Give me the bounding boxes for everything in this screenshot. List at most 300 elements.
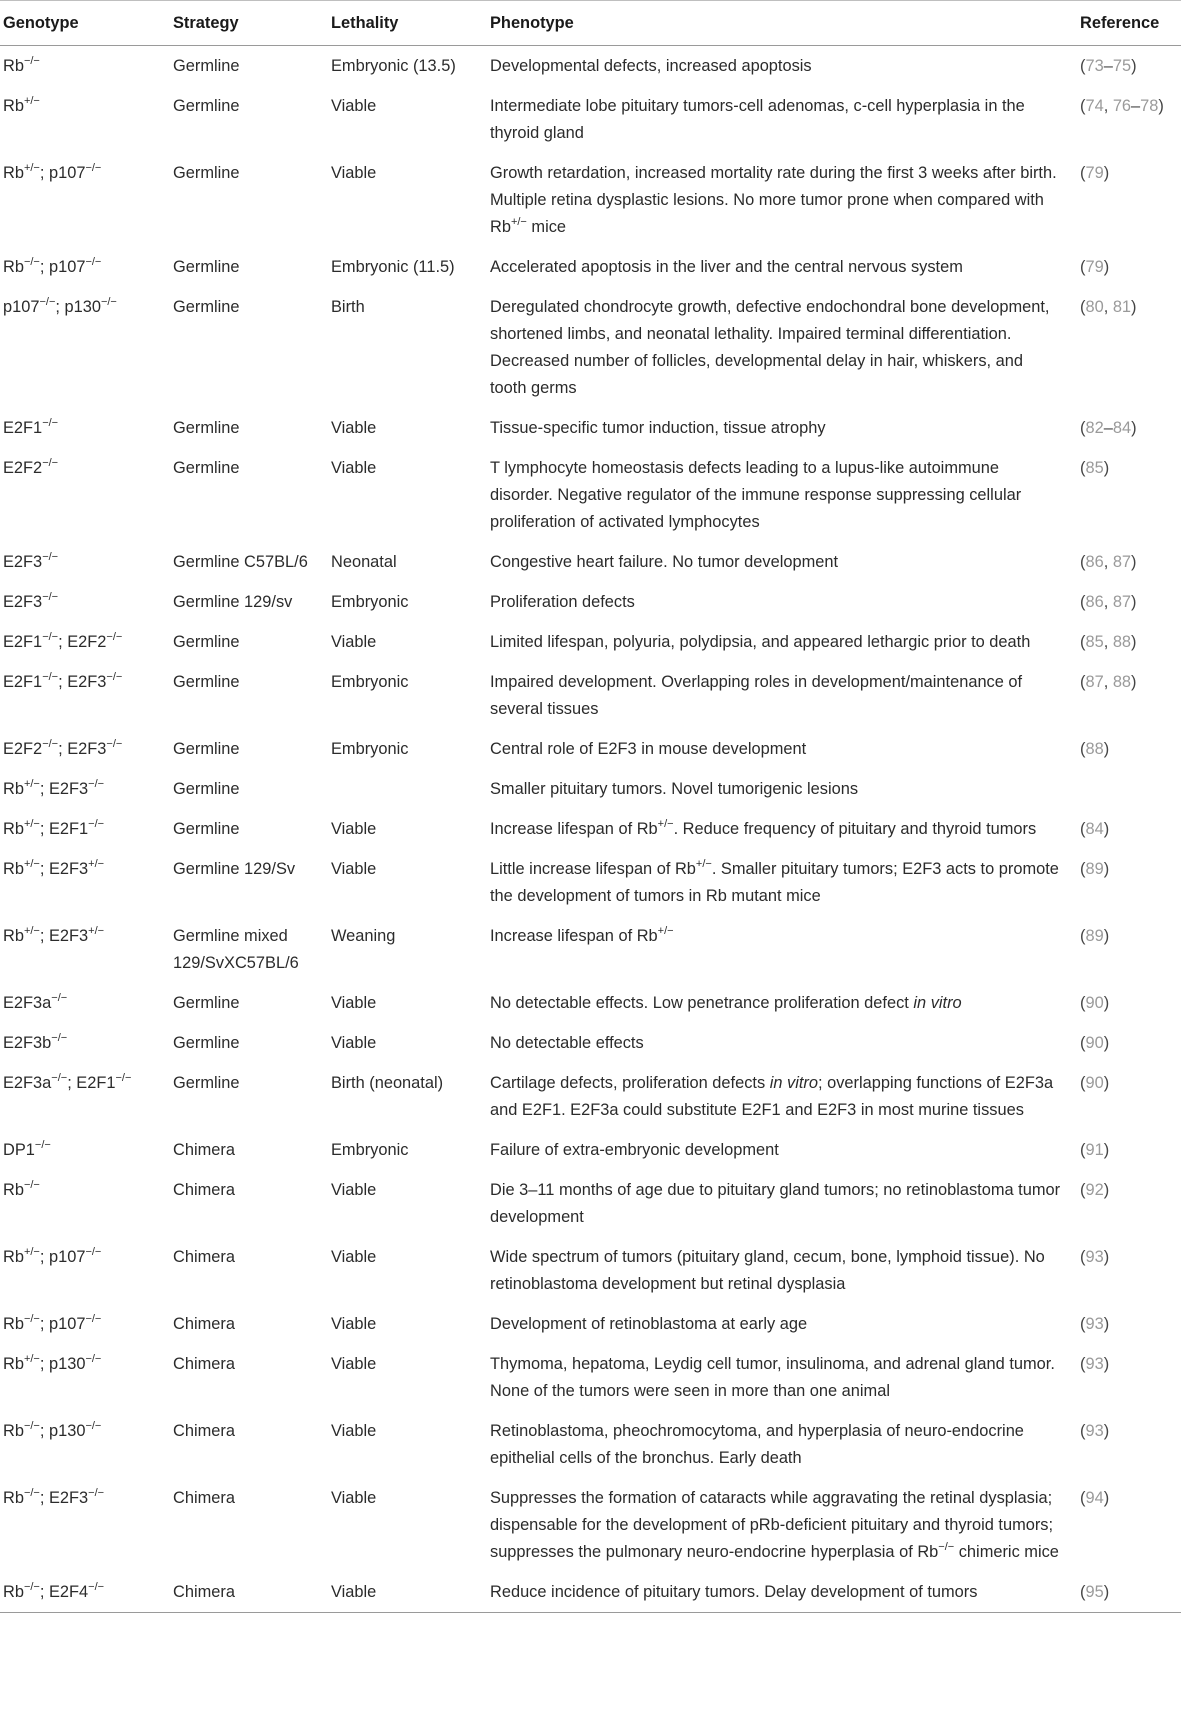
phenotype-superscript: +/− [510, 215, 527, 228]
reference-cell [1077, 662, 1181, 729]
phenotype-text: Proliferation defects [490, 593, 635, 611]
strategy-cell: Germline [173, 780, 240, 798]
phenotype-cell [487, 247, 1077, 287]
reference-link[interactable]: 84 [1085, 820, 1104, 838]
genotype-superscript: −/− [42, 630, 59, 643]
table-row [0, 1572, 1181, 1613]
genotype-superscript: +/− [23, 777, 40, 790]
reference-paren: ) [1103, 1181, 1110, 1199]
phenotype-cell [487, 287, 1077, 408]
genotype-cell [0, 1411, 170, 1478]
reference-paren: ( [1080, 1422, 1086, 1440]
strategy-cell: Chimera [170, 1572, 328, 1613]
genotype-superscript: −/− [23, 54, 40, 67]
table-row [0, 729, 1181, 769]
genotype-cell [0, 1170, 170, 1237]
reference-link[interactable]: 79 [1085, 258, 1104, 276]
reference-cell [1077, 983, 1181, 1023]
phenotype-cell [487, 1130, 1077, 1170]
genotype-cell [0, 1572, 170, 1613]
genotype-cell [0, 1130, 170, 1170]
strategy-cell: Germline [173, 298, 240, 316]
reference-link[interactable]: 91 [1085, 1141, 1104, 1159]
strategy-cell: Chimera [173, 1355, 235, 1373]
genotype-cell [0, 849, 170, 916]
genotype-cell [0, 769, 170, 809]
reference-paren: ) [1103, 459, 1110, 477]
reference-paren: ( [1080, 97, 1086, 115]
reference-paren: ) [1103, 927, 1110, 945]
lethality-cell: Viable [331, 1181, 377, 1199]
table-row [0, 153, 1181, 247]
reference-link[interactable]: 85 [1085, 459, 1104, 477]
phenotype-cell [487, 729, 1077, 769]
reference-paren: ) [1103, 1074, 1110, 1092]
reference-paren: ( [1080, 459, 1086, 477]
genotype-text: ; p107 [39, 258, 86, 276]
reference-paren: ) [1103, 1422, 1110, 1440]
reference-paren: ) [1103, 1248, 1110, 1266]
table-row [0, 983, 1181, 1023]
reference-cell [1077, 448, 1181, 542]
genotype-superscript: +/− [23, 161, 40, 174]
phenotype-text: Increase lifespan of Rb [490, 927, 658, 945]
genotype-text: E2F1 [3, 673, 43, 691]
genotype-superscript: −/− [42, 590, 59, 603]
reference-paren: ( [1080, 994, 1086, 1012]
reference-link[interactable]: 90 [1085, 1034, 1104, 1052]
genotype-superscript: −/− [42, 670, 59, 683]
genotype-text: Rb [3, 1489, 24, 1507]
genotype-text: Rb [3, 1583, 24, 1601]
phenotype-text: Growth retardation, increased mortality rate during the first 3 weeks after birth. Multiple retina dysplastic lesions. No more tumor prone when compared with Rb [490, 164, 1057, 236]
phenotype-text: ; overlapping functions of E2F3a and E2F1. E2F3a could substitute E2F1 and E2F3 in most murine tissues [490, 1074, 1054, 1119]
genotype-text: Rb [3, 1355, 24, 1373]
table-row [0, 916, 1181, 983]
genotype-superscript: −/− [42, 416, 59, 429]
phenotype-text: Central role of E2F3 in mouse development [490, 740, 807, 758]
reference-paren: ) [1131, 419, 1137, 437]
genotype-text: Rb [3, 164, 24, 182]
genotype-superscript: −/− [23, 1486, 40, 1499]
strategy-cell: Chimera [173, 1141, 235, 1159]
genotype-superscript: −/− [88, 1580, 105, 1593]
genotype-text: Rb [3, 1181, 24, 1199]
phenotype-cell [487, 408, 1077, 448]
genotype-text: ; E2F4 [39, 1583, 89, 1601]
reference-separator: – [1103, 419, 1113, 437]
genotype-cell [0, 1023, 170, 1063]
reference-paren: ( [1080, 553, 1086, 571]
phenotype-text: Impaired development. Overlapping roles in development/maintenance of several tissues [490, 673, 1023, 718]
reference-cell [1077, 1170, 1181, 1237]
reference-paren: ( [1080, 927, 1086, 945]
table-row [0, 542, 1181, 582]
genotype-superscript: +/− [23, 857, 40, 870]
genotype-superscript: −/− [34, 1138, 51, 1151]
reference-paren: ) [1131, 298, 1137, 316]
phenotype-cell [487, 1304, 1077, 1344]
genotype-superscript: −/− [42, 550, 59, 563]
table-row [0, 1023, 1181, 1063]
reference-cell [1077, 46, 1181, 87]
reference-link[interactable]: 88 [1085, 740, 1104, 758]
reference-paren: ) [1103, 1489, 1110, 1507]
phenotype-text: Smaller pituitary tumors. Novel tumorigenic lesions [490, 780, 859, 798]
reference-cell [1077, 1572, 1181, 1613]
reference-separator: , [1103, 673, 1113, 691]
phenotype-cell [487, 1170, 1077, 1237]
phenotype-cell [487, 448, 1077, 542]
reference-cell [1077, 916, 1181, 983]
reference-cell [1077, 1411, 1181, 1478]
reference-separator: – [1103, 57, 1113, 75]
lethality-cell: Viable [331, 820, 377, 838]
genotype-text: E2F3 [3, 553, 43, 571]
reference-cell [1077, 582, 1181, 622]
phenotype-cell [487, 1572, 1077, 1613]
strategy-cell: Germline [173, 258, 240, 276]
table-row [0, 247, 1181, 287]
reference-cell [1077, 542, 1181, 582]
reference-link[interactable]: 81 [1112, 298, 1132, 316]
lethality-cell: Viable [331, 1034, 377, 1052]
reference-paren: ( [1080, 1315, 1086, 1333]
lethality-cell: Weaning [331, 927, 396, 945]
phenotype-text: Cartilage defects, proliferation defects [490, 1074, 770, 1092]
reference-link[interactable]: 87 [1112, 553, 1132, 571]
genotype-cell [0, 1344, 170, 1411]
table-header-row [0, 1, 1181, 46]
table-row [0, 582, 1181, 622]
phenotype-superscript: −/− [938, 1540, 955, 1553]
reference-cell [1077, 408, 1181, 448]
genotype-cell [0, 1063, 170, 1130]
genotype-text: ; E2F1 [67, 1074, 116, 1092]
reference-link[interactable]: 79 [1085, 164, 1104, 182]
strategy-cell: Chimera [173, 1181, 235, 1199]
reference-link[interactable]: 87 [1112, 593, 1132, 611]
reference-link[interactable]: 76 [1112, 97, 1132, 115]
genotype-text: Rb [3, 1422, 24, 1440]
genotype-cell [0, 662, 170, 729]
phenotype-cell [487, 849, 1077, 916]
phenotype-text: mice [526, 218, 567, 236]
strategy-cell: Germline C57BL/6 [173, 553, 308, 571]
phenotype-cell [487, 542, 1077, 582]
genotype-text: ; p107 [39, 1315, 86, 1333]
reference-link[interactable]: 90 [1085, 1074, 1104, 1092]
genotype-superscript: −/− [42, 737, 59, 750]
genotype-cell [0, 542, 170, 582]
genotype-text: E2F1 [3, 633, 43, 651]
table-row [0, 1170, 1181, 1237]
table-row [0, 86, 1181, 153]
lethality-cell: Viable [331, 97, 377, 115]
phenotype-text: Increase lifespan of Rb [490, 820, 658, 838]
genotype-superscript: −/− [100, 295, 117, 308]
genotype-superscript: +/− [23, 1352, 40, 1365]
lethality-cell: Viable [331, 164, 377, 182]
genotype-superscript: +/− [23, 94, 40, 107]
strategy-cell: Chimera [173, 1248, 235, 1266]
reference-paren: ) [1131, 593, 1137, 611]
table-row [0, 1063, 1181, 1130]
phenotype-cell [487, 153, 1077, 247]
reference-link[interactable]: 93 [1085, 1248, 1104, 1266]
table-row [0, 1304, 1181, 1344]
genotype-text: ; E2F3 [58, 673, 107, 691]
phenotype-cell [487, 1023, 1077, 1063]
phenotype-italic: in vitro [913, 994, 962, 1012]
table-row [0, 622, 1181, 662]
reference-paren: ( [1080, 419, 1086, 437]
genotype-cell [0, 153, 170, 247]
lethality-cell: Embryonic (11.5) [331, 258, 455, 276]
genotype-superscript: −/− [85, 1245, 102, 1258]
phenotype-superscript: +/− [695, 857, 712, 870]
reference-paren: ) [1103, 1141, 1110, 1159]
genotype-superscript: −/− [51, 1031, 68, 1044]
reference-link[interactable]: 73 [1085, 57, 1104, 75]
reference-link[interactable]: 86 [1085, 553, 1104, 571]
reference-link[interactable]: 78 [1140, 97, 1159, 115]
reference-cell [1077, 1478, 1181, 1572]
reference-paren: ) [1103, 820, 1110, 838]
genotype-superscript: −/− [85, 1312, 102, 1325]
genotype-text: E2F3a [3, 1074, 52, 1092]
genotype-superscript: −/− [42, 456, 59, 469]
reference-cell [1077, 849, 1181, 916]
reference-link[interactable]: 92 [1085, 1181, 1104, 1199]
genotype-text: ; E2F3 [39, 860, 89, 878]
reference-paren: ( [1080, 593, 1086, 611]
strategy-cell: Germline [173, 740, 240, 758]
genotype-superscript: +/− [88, 924, 105, 937]
phenotype-cell [487, 983, 1077, 1023]
lethality-cell: Viable [331, 459, 377, 477]
reference-link[interactable]: 82 [1085, 419, 1104, 437]
lethality-cell: Viable [331, 860, 377, 878]
phenotype-text: . Reduce frequency of pituitary and thyroid tumors [673, 820, 1037, 838]
reference-paren: ( [1080, 57, 1086, 75]
lethality-cell: Viable [331, 1248, 377, 1266]
reference-paren: ( [1080, 740, 1086, 758]
strategy-cell: Germline [173, 97, 240, 115]
header-phenotype: Phenotype [487, 1, 1077, 46]
genotype-text: E2F3 [3, 593, 43, 611]
reference-link[interactable]: 80 [1085, 298, 1104, 316]
reference-cell [1077, 1237, 1181, 1304]
reference-link[interactable]: 94 [1085, 1489, 1104, 1507]
strategy-cell: Chimera [173, 1422, 235, 1440]
strategy-cell: Germline [173, 419, 240, 437]
genotype-text: E2F3b [3, 1034, 52, 1052]
table-row [0, 1478, 1181, 1572]
genotype-text: Rb [3, 1248, 24, 1266]
phenotype-cell [487, 582, 1077, 622]
phenotype-cell [487, 1478, 1077, 1572]
genotype-text: E2F2 [3, 459, 43, 477]
reference-cell [1077, 287, 1181, 408]
table-row [0, 408, 1181, 448]
reference-paren: ( [1080, 1248, 1086, 1266]
lethality-cell: Embryonic (13.5) [331, 57, 456, 75]
phenotype-text: . Smaller pituitary tumors; E2F3 acts to promote the development of tumors in Rb mutant mice [490, 860, 1059, 905]
lethality-cell: Viable [331, 1489, 377, 1507]
genotype-superscript: −/− [23, 1580, 40, 1593]
genotype-superscript: +/− [23, 1245, 40, 1258]
table-row [0, 769, 1181, 809]
genotype-cell [0, 983, 170, 1023]
lethality-cell [328, 769, 487, 809]
reference-separator: , [1103, 633, 1113, 651]
reference-link[interactable]: 84 [1112, 419, 1132, 437]
reference-cell [1077, 769, 1181, 809]
reference-link[interactable]: 86 [1085, 593, 1104, 611]
phenotype-cell [487, 1411, 1077, 1478]
reference-paren: ) [1131, 57, 1137, 75]
lethality-cell: Viable [331, 1355, 377, 1373]
reference-paren: ( [1080, 820, 1086, 838]
reference-paren: ) [1103, 1315, 1110, 1333]
table-row [0, 662, 1181, 729]
lethality-cell: Embryonic [331, 1141, 409, 1159]
genotype-text: ; E2F3 [39, 780, 89, 798]
header-strategy: Strategy [170, 1, 328, 46]
phenotype-text: Die 3–11 months of age due to pituitary gland tumors; no retinoblastoma tumor development [490, 1181, 1061, 1226]
strategy-cell: Chimera [173, 1315, 235, 1333]
reference-paren: ) [1131, 553, 1137, 571]
table-row [0, 1130, 1181, 1170]
lethality-cell: Viable [331, 633, 377, 651]
genotype-text: Rb [3, 860, 24, 878]
reference-cell [1077, 247, 1181, 287]
genotype-superscript: −/− [23, 1312, 40, 1325]
genotype-superscript: −/− [106, 630, 123, 643]
reference-link[interactable]: 85 [1085, 633, 1104, 651]
phenotype-text: chimeric mice [954, 1543, 1059, 1561]
reference-link[interactable]: 88 [1112, 673, 1132, 691]
genotype-superscript: +/− [23, 817, 40, 830]
genotype-text: DP1 [3, 1141, 35, 1159]
genotype-text: Rb [3, 57, 24, 75]
phenotype-text: Suppresses the formation of cataracts while aggravating the retinal dysplasia; dispensable for the development of pRb-deficient pituitary and thyroid tumors; suppresses the pulmonary neuro-endocrine hyperplasia of Rb [490, 1489, 1054, 1561]
genotype-text: E2F2 [3, 740, 43, 758]
reference-link[interactable]: 87 [1085, 673, 1104, 691]
phenotype-text: No detectable effects [490, 1034, 644, 1052]
genotype-cell [0, 622, 170, 662]
reference-cell [1077, 622, 1181, 662]
table-row [0, 849, 1181, 916]
reference-link[interactable]: 75 [1112, 57, 1132, 75]
table-row [0, 1237, 1181, 1304]
genotype-superscript: −/− [88, 1486, 105, 1499]
phenotype-superscript: +/− [657, 924, 674, 937]
strategy-cell: Germline mixed 129/SvXC57BL/6 [173, 927, 299, 972]
genotype-text: Rb [3, 780, 24, 798]
reference-link[interactable]: 90 [1085, 994, 1104, 1012]
reference-cell [1077, 809, 1181, 849]
phenotype-cell [487, 916, 1077, 983]
genotype-superscript: −/− [51, 991, 68, 1004]
reference-cell [1077, 1304, 1181, 1344]
reference-paren: ) [1103, 994, 1110, 1012]
genotype-cell [0, 1304, 170, 1344]
reference-link[interactable]: 89 [1085, 860, 1104, 878]
phenotype-text: Development of retinoblastoma at early age [490, 1315, 808, 1333]
genotype-superscript: −/− [23, 1419, 40, 1432]
phenotype-text: Retinoblastoma, pheochromocytoma, and hyperplasia of neuro-endocrine epithelial cells of the bronchus. Early death [490, 1422, 1024, 1467]
genotype-cell [0, 86, 170, 153]
phenotype-cell [487, 1063, 1077, 1130]
genotype-text: ; p130 [55, 298, 101, 316]
table-row [0, 448, 1181, 542]
lethality-cell: Embryonic [331, 673, 409, 691]
phenotype-text: Thymoma, hepatoma, Leydig cell tumor, insulinoma, and adrenal gland tumor. None of the tumors were seen in more than one animal [490, 1355, 1055, 1400]
phenotype-text: No detectable effects. Low penetrance proliferation defect [490, 994, 914, 1012]
genotype-superscript: −/− [23, 1178, 40, 1191]
phenotype-text: Little increase lifespan of Rb [490, 860, 696, 878]
phenotype-text: Accelerated apoptosis in the liver and the central nervous system [490, 258, 963, 276]
phenotype-cell [487, 46, 1077, 87]
reference-paren: ( [1080, 1355, 1086, 1373]
reference-cell [1077, 86, 1181, 153]
strategy-cell: Germline [173, 57, 240, 75]
reference-paren: ( [1080, 1489, 1086, 1507]
genotype-cell [0, 247, 170, 287]
header-reference: Reference [1077, 1, 1181, 46]
phenotype-cell [487, 1237, 1077, 1304]
lethality-cell: Birth (neonatal) [331, 1074, 444, 1092]
reference-separator: – [1131, 97, 1141, 115]
reference-paren: ) [1131, 673, 1137, 691]
reference-paren: ( [1080, 633, 1086, 651]
reference-paren: ( [1080, 164, 1086, 182]
phenotype-text: Failure of extra-embryonic development [490, 1141, 779, 1159]
phenotype-cell [487, 622, 1077, 662]
phenotype-text: Intermediate lobe pituitary tumors-cell adenomas, c-cell hyperplasia in the thyroid gland [490, 97, 1025, 142]
genotype-text: Rb [3, 97, 24, 115]
genotype-superscript: −/− [23, 255, 40, 268]
reference-paren: ) [1103, 164, 1110, 182]
reference-link[interactable]: 88 [1112, 633, 1132, 651]
lethality-cell: Embryonic [331, 593, 409, 611]
strategy-cell: Germline [173, 820, 240, 838]
reference-link[interactable]: 74 [1085, 97, 1104, 115]
table-row [0, 287, 1181, 408]
reference-paren: ) [1103, 860, 1110, 878]
genotype-cell [0, 729, 170, 769]
reference-paren: ) [1103, 1034, 1110, 1052]
reference-cell [1077, 1063, 1181, 1130]
reference-cell [1077, 153, 1181, 247]
reference-link[interactable]: 93 [1085, 1315, 1104, 1333]
genotype-superscript: −/− [85, 255, 102, 268]
phenotype-cell [487, 809, 1077, 849]
genotype-text: Rb [3, 927, 24, 945]
genotype-text: p107 [3, 298, 40, 316]
reference-link[interactable]: 89 [1085, 927, 1104, 945]
genotype-text: ; p130 [39, 1422, 86, 1440]
reference-link[interactable]: 93 [1085, 1355, 1104, 1373]
phenotype-text: T lymphocyte homeostasis defects leading to a lupus-like autoimmune disorder. Negative regulator of the immune response suppressing cellular proliferation of activated lymphocytes [490, 459, 1022, 531]
reference-link[interactable]: 95 [1085, 1583, 1104, 1601]
genotype-text: ; p107 [39, 1248, 86, 1266]
reference-link[interactable]: 93 [1085, 1422, 1104, 1440]
lethality-cell: Viable [331, 419, 377, 437]
strategy-cell: Germline 129/Sv [173, 860, 296, 878]
